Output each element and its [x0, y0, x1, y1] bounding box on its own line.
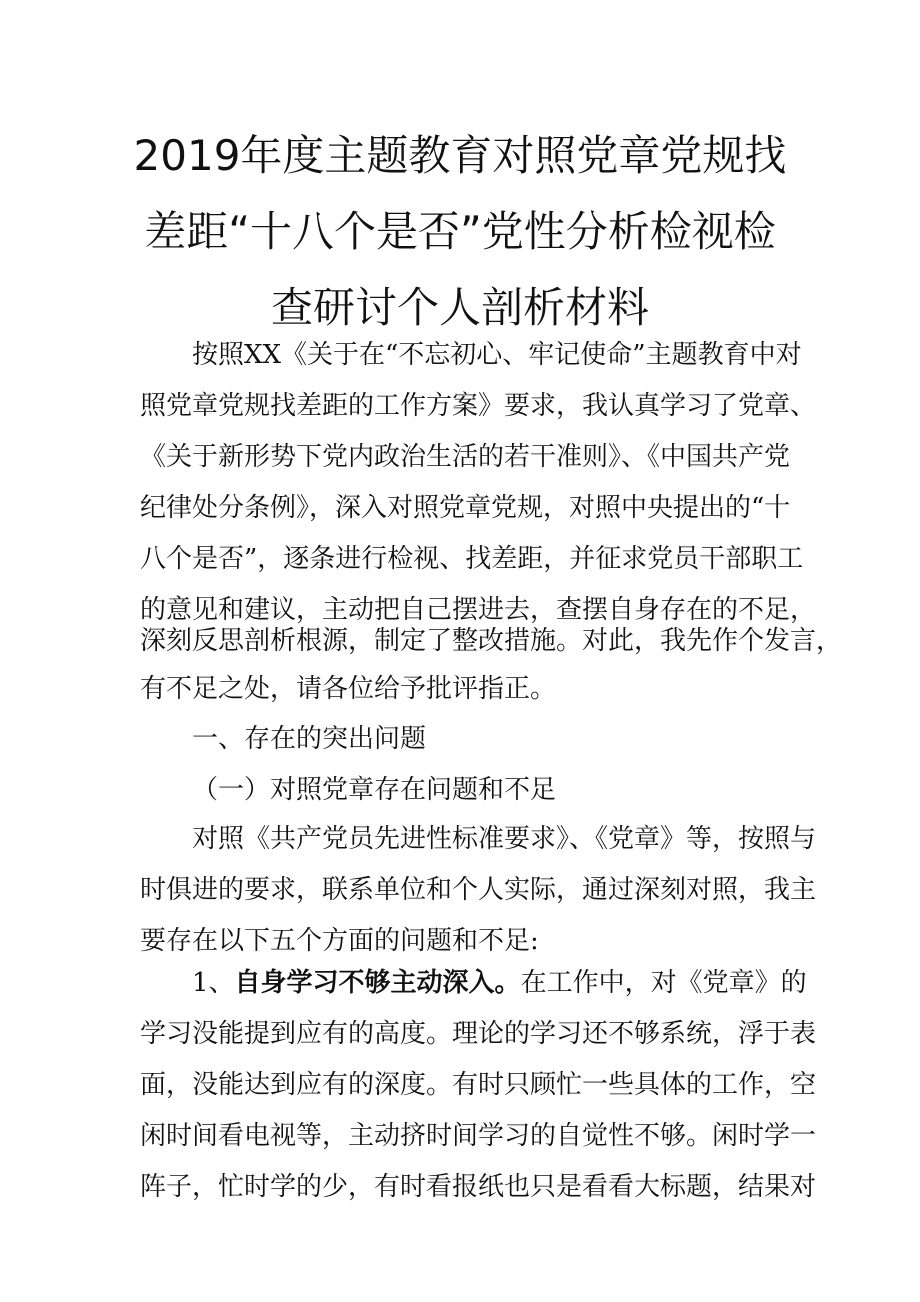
- intro-line: 按照XX《关于在“不忘初心、牢记使命”主题教育中对: [192, 340, 802, 370]
- item-1-line: 面，没能达到应有的深度。有时只顾忙一些具体的工作，空: [140, 1070, 817, 1100]
- title-line: 差距“十八个是否”党性分析检视检: [144, 207, 776, 256]
- paragraph-line: 对照《共产党员先进性标准要求》、《党章》等，按照与: [192, 824, 817, 854]
- intro-line: 八个是否”，逐条进行检视、找差距，并征求党员干部职工: [140, 544, 804, 574]
- intro-line: 的意见和建议，主动把自己摆进去，查摆自身存在的不足，: [140, 595, 817, 625]
- intro-line: 《关于新形势下党内政治生活的若干准则》、《中国共产党: [140, 442, 791, 472]
- intro-line: 深刻反思剖析根源，制定了整改措施。对此，我先作个发言，: [140, 626, 843, 656]
- title-line: 2019年度主题教育对照党章党规找: [133, 131, 787, 180]
- item-1-line: 闲时间看电视等，主动挤时间学习的自觉性不够。闲时学一: [140, 1121, 817, 1151]
- item-1-first-line: [192, 966, 807, 1000]
- item-1-line: 学习没能提到应有的高度。理论的学习还不够系统，浮于表: [140, 1019, 817, 1049]
- item-1-line: 阵子，忙时学的少，有时看报纸也只是看看大标题，结果对: [140, 1172, 817, 1202]
- intro-line: 照党章党规找差距的工作方案》要求，我认真学习了党章、: [140, 391, 817, 421]
- paragraph-line: 时俱进的要求，联系单位和个人实际，通过深刻对照，我主: [140, 875, 817, 905]
- paragraph-line: 要存在以下五个方面的问题和不足:: [140, 926, 539, 956]
- intro-line: 纪律处分条例》，深入对照党章党规，对照中央提出的“十: [140, 493, 791, 523]
- item-1-first-rest: 在工作中，对《党章》的: [520, 968, 807, 998]
- subsection-heading: （一）对照党章存在问题和不足: [192, 775, 557, 805]
- section-heading: 一、存在的突出问题: [192, 724, 427, 754]
- item-1-bold-lead: 自身学习不够主动深入。: [234, 968, 521, 998]
- item-1-number: 1、: [192, 968, 235, 998]
- intro-line: 有不足之处，请各位给予批评指正。: [140, 674, 557, 704]
- document-title: [130, 118, 790, 346]
- title-line: 查研讨个人剖析材料: [270, 283, 649, 332]
